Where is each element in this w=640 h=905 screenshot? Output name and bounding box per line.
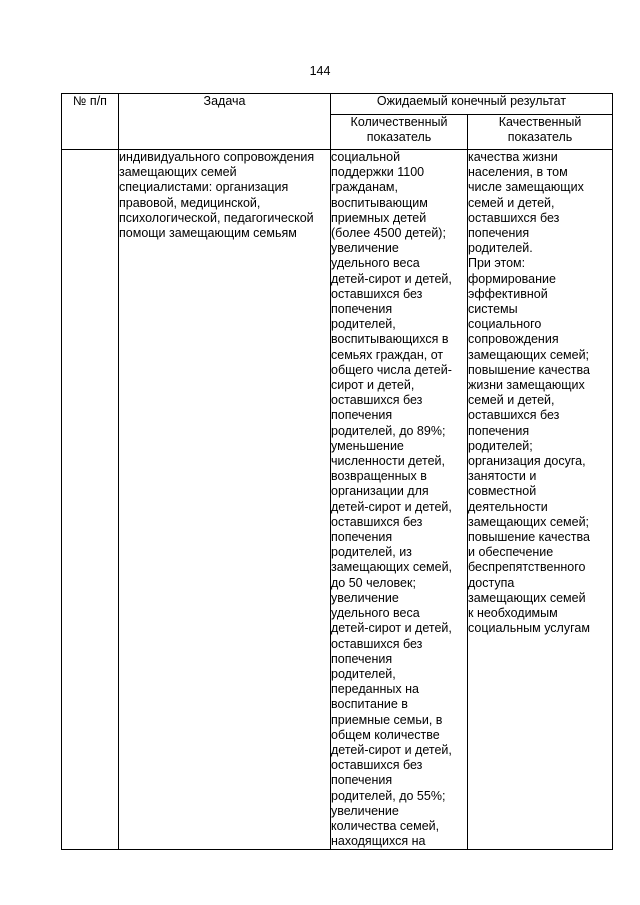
text-line: оставшихся без: [468, 210, 560, 225]
text-line: удельного веса: [331, 606, 420, 621]
text-line: замещающих семей: [119, 165, 237, 180]
text-line: населения, в том: [468, 165, 568, 180]
header-qualitative: [468, 115, 613, 150]
text-line: оставшихся без: [331, 636, 423, 651]
text-line: повышение качества: [468, 362, 590, 377]
header-expected-result-text: Ожидаемый конечный результат: [376, 94, 567, 108]
cell-task: [119, 150, 331, 850]
text-line: социального: [468, 317, 542, 332]
header-task-text: Задача: [203, 94, 246, 108]
text-line: специалистами: организация: [119, 180, 289, 195]
page-number: 144: [309, 64, 331, 78]
text-line: При этом:: [468, 256, 526, 271]
text-line: гражданам,: [331, 180, 398, 195]
text-line: общем количестве: [331, 727, 440, 742]
text-line: попечения: [468, 226, 530, 241]
text-line: детей-сирот и детей,: [331, 499, 452, 514]
text-line: к необходимым: [468, 606, 558, 621]
text-line: совместной: [468, 484, 537, 499]
table-row: [62, 150, 613, 850]
text-line: удельного веса: [331, 256, 420, 271]
text-line: качества жизни: [468, 150, 558, 164]
header-quantitative: [331, 115, 468, 150]
text-line: оставшихся без: [331, 758, 423, 773]
text-line: оставшихся без: [331, 393, 423, 408]
text-line: жизни замещающих: [468, 378, 585, 393]
text-line: родителей.: [468, 241, 533, 256]
text-line: индивидуального сопровождения: [119, 150, 315, 164]
header-number-text: № п/п: [73, 94, 107, 108]
header-expected-result: [331, 94, 613, 115]
text-line: родителей, из: [331, 545, 412, 560]
text-line: деятельности: [468, 499, 548, 514]
header-quantitative-line2: показатель: [366, 130, 432, 144]
text-line: оставшихся без: [331, 286, 423, 301]
text-line: возвращенных в: [331, 469, 427, 484]
text-line: (более 4500 детей);: [331, 226, 446, 241]
text-line: беспрепятственного: [468, 560, 586, 575]
cell-qualitative: [468, 150, 613, 850]
text-line: приемных детей: [331, 210, 427, 225]
text-line: семьях граждан, от: [331, 347, 444, 362]
text-line: родителей,: [331, 317, 396, 332]
text-line: семей и детей,: [468, 195, 555, 210]
text-line: замещающих семей;: [468, 514, 590, 529]
text-line: детей-сирот и детей,: [331, 271, 452, 286]
text-line: психологической, педагогической: [119, 210, 314, 225]
header-qualitative-line2: показатель: [507, 130, 573, 144]
cell-number: [62, 150, 119, 850]
text-line: попечения: [331, 408, 393, 423]
text-line: доступа: [468, 575, 515, 590]
text-line: увеличение: [331, 590, 399, 605]
text-line: замещающих семей: [468, 590, 586, 605]
text-line: сопровождения: [468, 332, 559, 347]
text-line: переданных на: [331, 682, 419, 697]
text-line: помощи замещающим семьям: [119, 226, 297, 241]
text-line: находящихся на: [331, 834, 426, 849]
text-line: числе замещающих: [468, 180, 584, 195]
text-line: воспитывающихся в: [331, 332, 449, 347]
text-line: попечения: [331, 302, 393, 317]
text-line: системы: [468, 302, 518, 317]
text-line: увеличение: [331, 241, 399, 256]
text-line: организации для: [331, 484, 429, 499]
text-line: социальным услугам: [468, 621, 590, 636]
text-line: попечения: [331, 530, 393, 545]
header-quantitative-line1: Количественный: [350, 115, 448, 129]
text-line: формирование: [468, 271, 556, 286]
text-line: эффективной: [468, 286, 548, 301]
text-line: детей-сирот и детей,: [331, 621, 452, 636]
cell-quantitative: [331, 150, 468, 850]
text-line: уменьшение: [331, 438, 404, 453]
text-line: приемные семьи, в: [331, 712, 443, 727]
text-line: воспитывающим: [331, 195, 428, 210]
text-line: численности детей,: [331, 454, 446, 469]
text-line: родителей,: [331, 666, 396, 681]
text-line: семей и детей,: [468, 393, 555, 408]
text-line: родителей, до 89%;: [331, 423, 446, 438]
text-line: детей-сирот и детей,: [331, 742, 452, 757]
text-line: оставшихся без: [331, 514, 423, 529]
text-line: правовой, медицинской,: [119, 195, 261, 210]
text-line: родителей;: [468, 438, 533, 453]
goals-table: [61, 93, 613, 850]
text-line: замещающих семей,: [331, 560, 453, 575]
text-line: занятости и: [468, 469, 537, 484]
text-line: поддержки 1100: [331, 165, 425, 180]
text-line: количества семей,: [331, 818, 440, 833]
text-line: сирот и детей,: [331, 378, 415, 393]
header-number: [62, 94, 119, 150]
text-line: социальной: [331, 150, 401, 164]
text-line: до 50 человек;: [331, 575, 416, 590]
text-line: общего числа детей-: [331, 362, 452, 377]
text-line: попечения: [468, 423, 530, 438]
header-task: [119, 94, 331, 150]
header-qualitative-line1: Качественный: [498, 115, 582, 129]
text-line: организация досуга,: [468, 454, 586, 469]
text-line: замещающих семей;: [468, 347, 590, 362]
text-line: оставшихся без: [468, 408, 560, 423]
text-line: увеличение: [331, 803, 399, 818]
text-line: воспитание в: [331, 697, 408, 712]
text-line: попечения: [331, 773, 393, 788]
text-line: попечения: [331, 651, 393, 666]
text-line: повышение качества: [468, 530, 590, 545]
text-line: и обеспечение: [468, 545, 554, 560]
text-line: родителей, до 55%;: [331, 788, 446, 803]
